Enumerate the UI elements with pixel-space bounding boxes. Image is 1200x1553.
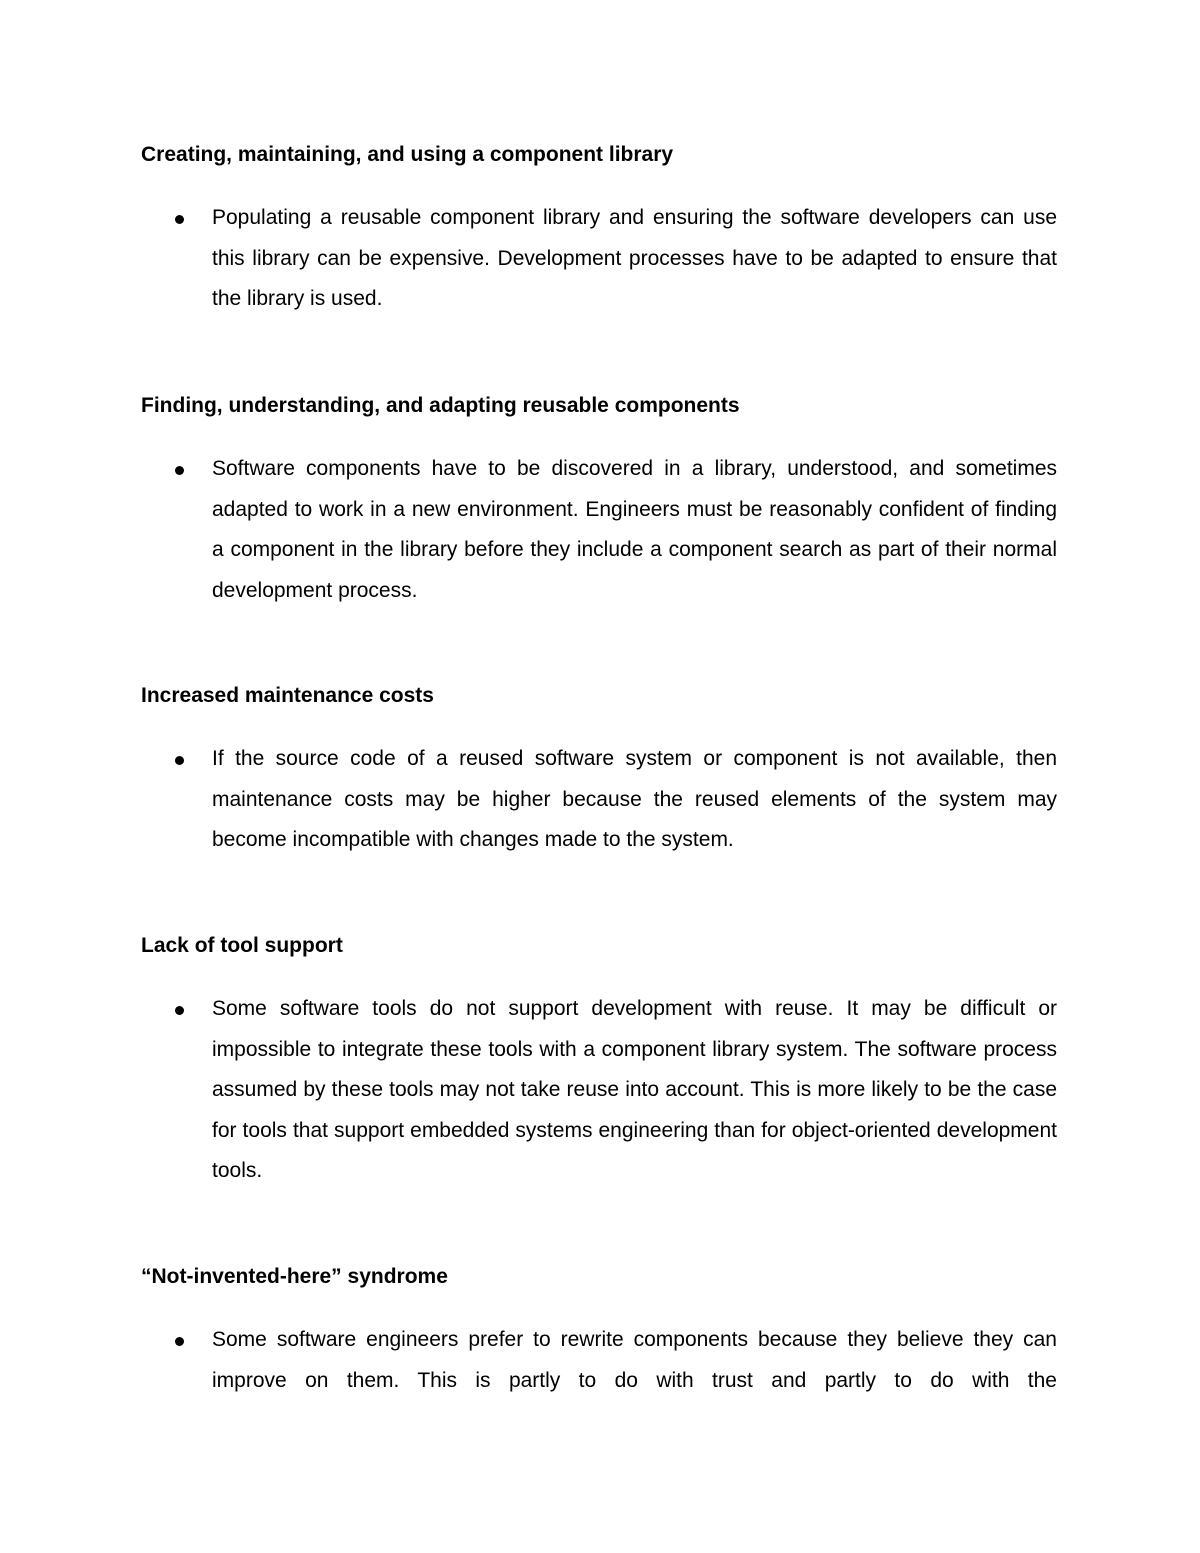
bullet-item (141, 989, 1057, 1192)
section-heading: Increased maintenance costs (141, 684, 434, 707)
bullet-item (141, 739, 1057, 861)
bullet-item (141, 449, 1057, 611)
bullet-dot-icon (175, 756, 184, 765)
bullet-text: Some software engineers prefer to rewrite components because they believe they can improve on them. This is partly to do with trust and partly to do with the (212, 1328, 1057, 1392)
section-heading: “Not-invented-here” syndrome (141, 1265, 448, 1288)
section-heading: Creating, maintaining, and using a component library (141, 143, 674, 166)
section-component-library (141, 142, 1057, 320)
section-not-invented-here (141, 1264, 1057, 1401)
section-heading: Lack of tool support (141, 934, 343, 957)
bullet-text: If the source code of a reused software system or component is not available, then maintenance costs may be higher because the reused elements of the system may become incompatible with changes made to the system. (212, 747, 1057, 851)
section-finding-components (141, 393, 1057, 611)
bullet-dot-icon (175, 1337, 184, 1346)
bullet-dot-icon (175, 215, 184, 224)
bullet-item (141, 1320, 1057, 1401)
section-heading: Finding, understanding, and adapting reusable components (141, 394, 740, 417)
section-tool-support (141, 933, 1057, 1192)
bullet-item (141, 198, 1057, 320)
bullet-dot-icon (175, 466, 184, 475)
section-maintenance-costs (141, 683, 1057, 861)
bullet-text: Software components have to be discovered in a library, understood, and sometimes adapted to work in a new environment. Engineers must be reasonably confident of finding a component in the library before they include a component search as part of their normal development process. (212, 457, 1057, 602)
bullet-dot-icon (175, 1006, 184, 1015)
bullet-text: Populating a reusable component library and ensuring the software developers can use this library can be expensive. Development processes have to be adapted to ensure that the library is used. (212, 206, 1057, 310)
bullet-text: Some software tools do not support development with reuse. It may be difficult or impossible to integrate these tools with a component library system. The software process assumed by these tools may not take reuse into account. This is more likely to be the case for tools that support embedded systems engineering than for object-oriented development tools. (212, 997, 1057, 1182)
